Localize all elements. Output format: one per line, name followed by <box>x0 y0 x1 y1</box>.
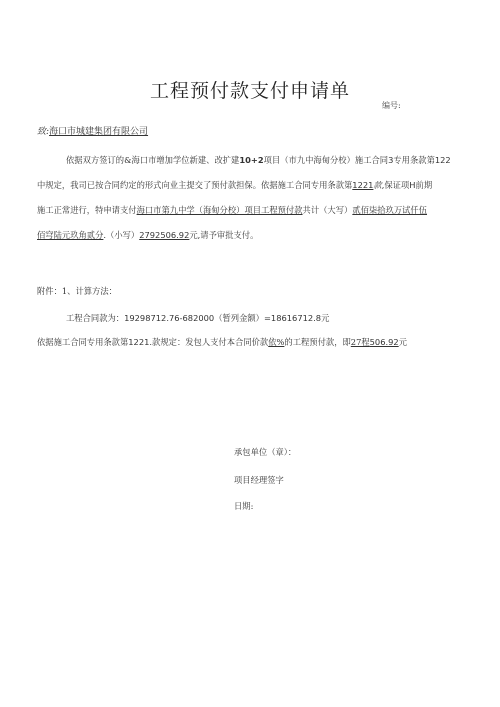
text-segment: 款 <box>373 180 382 190</box>
contract-amount-line <box>66 312 329 324</box>
calculation-rule-line <box>37 336 407 348</box>
text-segment: 依据施工合同专用条款第 <box>37 337 129 347</box>
text-segment: 1221 <box>352 180 374 190</box>
text-segment: 122 <box>434 155 451 165</box>
date-label: 日期: <box>234 501 254 511</box>
text-segment: 3 <box>388 155 394 165</box>
text-segment: 元,请予审批支付。 <box>189 230 259 240</box>
text-segment: .（小写） <box>103 230 140 240</box>
document-title: 工程预付款支付申请单 <box>149 80 350 102</box>
paragraph-line-1 <box>66 154 451 166</box>
number-label: 编号: <box>382 101 401 110</box>
project-manager-signature-label: 项目经理签字 <box>234 475 284 485</box>
text-segment: 元 <box>398 337 407 347</box>
text-segment: 共计（大写） <box>302 205 353 215</box>
text-segment: 506.92 <box>369 337 399 347</box>
text-segment: 项目（市九中海甸分校）施工合同 <box>263 155 389 165</box>
text-segment: 10+2 <box>239 155 264 165</box>
recipient-prefix: 致: <box>37 127 50 137</box>
text-segment: 元 <box>321 313 330 323</box>
recipient-line <box>37 124 148 137</box>
text-segment: 施工正常进行，特申请支付 <box>37 205 137 215</box>
text-segment: 贰佰柒拾玖万试仟伍 <box>352 205 428 215</box>
text-segment: &海口市增加学位新建、改扩建 <box>124 155 240 165</box>
text-segment: 19298712.76-682000 <box>124 313 215 323</box>
text-segment: 中规定，我司已按合同约定的形式向业主提交了预付款担保。依据施工合同专用条款第 <box>37 180 353 190</box>
text-segment: =18616712.8 <box>263 313 322 323</box>
text-segment: 款规定：发包人支付本合同价款 <box>152 337 269 347</box>
text-segment: 工程合同款为： <box>66 313 125 323</box>
attachment-label: 附件：1、计算方法： <box>37 286 117 296</box>
text-segment: 1221. <box>128 337 153 347</box>
text-segment: （暂列金额） <box>214 313 264 323</box>
text-segment: 前期 <box>415 180 433 190</box>
text-segment: 专用条款第 <box>393 155 435 165</box>
text-segment: 依% <box>268 337 285 347</box>
text-segment: 2792506.92 <box>139 230 190 240</box>
recipient-company: 海口市城建集团有限公司 <box>49 127 149 137</box>
paragraph-line-3 <box>37 204 427 216</box>
text-segment: 依据双方签订的 <box>66 155 125 165</box>
text-segment: 佰穹陆元玖角贰分 <box>37 230 104 240</box>
text-segment: ,保证项 <box>381 180 410 190</box>
paragraph-line-2 <box>37 179 432 191</box>
text-segment: 的工程预付款，即 <box>284 337 351 347</box>
text-segment: 海口市第九中学（海甸分校）项目工程预付款 <box>136 205 303 215</box>
text-segment: H <box>409 180 416 190</box>
contractor-seal-label: 承包单位（章）： <box>234 447 297 457</box>
text-segment: 27程 <box>350 337 370 347</box>
paragraph-line-4 <box>37 229 258 241</box>
